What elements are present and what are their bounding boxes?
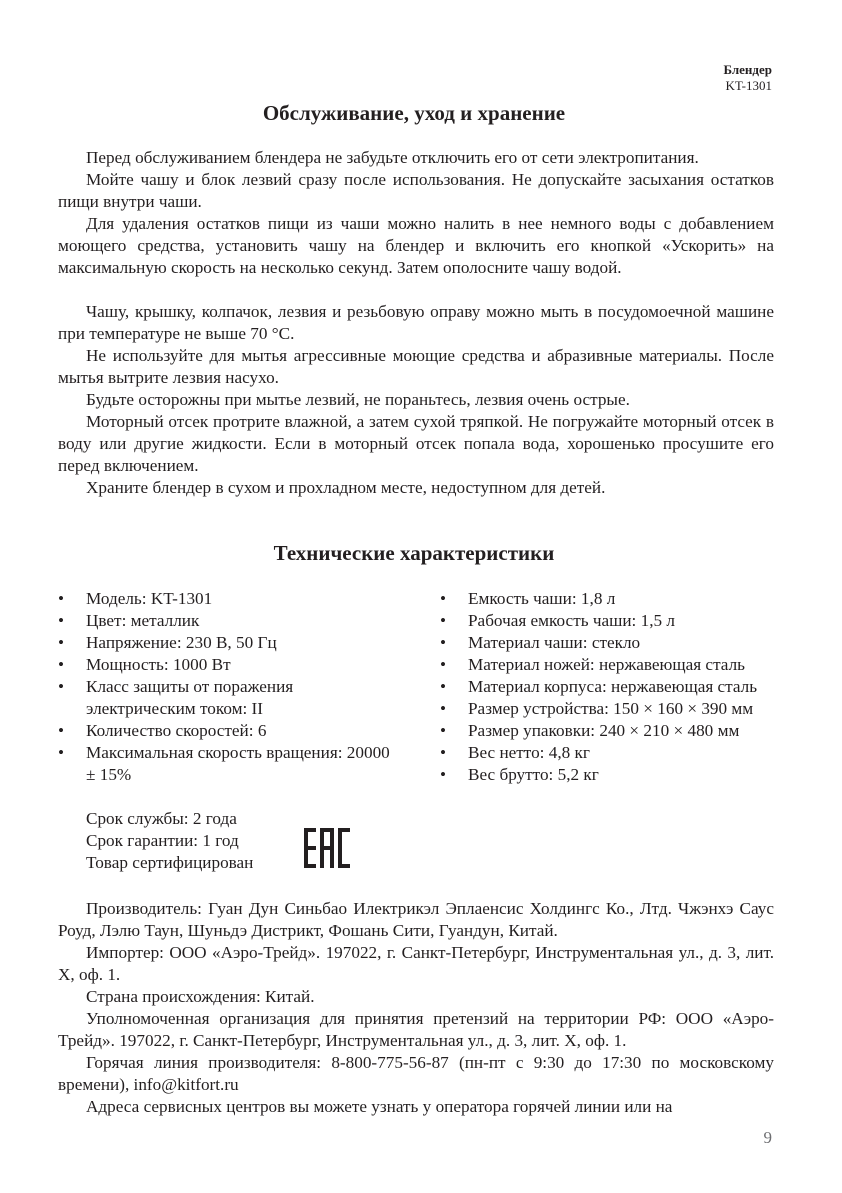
- care-paragraph: Мойте чашу и блок лезвий сразу после использования. Не допускайте засыхания остатков пищи внутри чаши.: [58, 170, 774, 211]
- contact-paragraph: Страна происхождения: Китай.: [86, 987, 315, 1006]
- care-paragraph: Перед обслуживанием блендера не забудьте отключить его от сети электропитания.: [86, 148, 699, 167]
- spec-item: • Вес нетто: 4,8 кг: [440, 742, 810, 764]
- spec-item: • Емкость чаши: 1,8 л: [440, 588, 810, 610]
- contact-paragraph: Горячая линия производителя: 8-800-775-56-87 (пн-пт с 9:30 до 17:30 по московскому времени), info@kitfort.ru: [58, 1053, 774, 1094]
- specs-list-left: [58, 588, 403, 786]
- spec-item: • Вес брутто: 5,2 кг: [440, 764, 810, 786]
- contact-paragraph: Импортер: ООО «Аэро-Трейд». 197022, г. Санкт-Петербург, Инструментальная ул., д. 3, лит. Х, оф. 1.: [58, 943, 774, 984]
- page-number: 9: [763, 1128, 772, 1147]
- spec-item: • Мощность: 1000 Вт: [58, 654, 403, 676]
- care-paragraph: Для удаления остатков пищи из чаши можно налить в нее немного воды с добавлением моющего средства, установить чашу на блендер и включить его кнопкой «Ускорить» на максимальную скорость на несколько секунд. Затем ополосните чашу водой.: [58, 214, 774, 277]
- contact-paragraph: Уполномоченная организация для принятия претензий на территории РФ: ООО «Аэро-Трейд». 197022, г. Санкт-Петербург, Инструментальная ул., д. 3, лит. Х, оф. 1.: [58, 1009, 774, 1050]
- spec-item: • Рабочая емкость чаши: 1,5 л: [440, 610, 810, 632]
- spec-item: • Материал корпуса: нержавеющая сталь: [440, 676, 810, 698]
- product-name: Блендер: [723, 62, 772, 77]
- spec-item: • Количество скоростей: 6: [58, 720, 403, 742]
- model-code: KT-1301: [725, 78, 772, 93]
- service-life: Срок службы: 2 года: [86, 809, 237, 828]
- spec-item: • Цвет: металлик: [58, 610, 403, 632]
- service-info: [86, 808, 253, 874]
- specs-list-right: [440, 588, 810, 786]
- spec-item: • Напряжение: 230 В, 50 Гц: [58, 632, 403, 654]
- care-section-title: Обслуживание, уход и хранение: [262, 101, 566, 125]
- certification-note: Товар сертифицирован: [86, 853, 254, 872]
- care-paragraph: Храните блендер в сухом и прохладном месте, недоступном для детей.: [86, 478, 606, 497]
- contact-paragraph: Производитель: Гуан Дун Синьбао Илектрикэл Эплаенсис Холдингс Ко., Лтд. Чжэнхэ Саус Роуд, Лэлю Таун, Шуньдэ Дистрикт, Фошань Сити, Гуандун, Китай.: [58, 899, 774, 940]
- care-paragraph: Чашу, крышку, колпачок, лезвия и резьбовую оправу можно мыть в посудомоечной машине при температуре не выше 70 °C.: [58, 302, 774, 343]
- care-paragraph: Моторный отсек протрите влажной, а затем сухой тряпкой. Не погружайте моторный отсек в воду или другие жидкости. Если в моторный отсек попала вода, хорошенько просушите его перед включением.: [58, 412, 774, 475]
- spec-item: • Размер упаковки: 240 × 210 × 480 мм: [440, 720, 810, 742]
- spec-item: • Класс защиты от поражения электрическим током: II: [58, 676, 403, 720]
- spec-item: • Материал ножей: нержавеющая сталь: [440, 654, 810, 676]
- warranty-period: Срок гарантии: 1 год: [86, 831, 239, 850]
- running-header: [723, 62, 772, 94]
- spec-item: • Максимальная скорость вращения: 20000 ± 15%: [58, 742, 403, 786]
- spec-item: • Модель: KT-1301: [58, 588, 403, 610]
- contact-paragraph: Адреса сервисных центров вы можете узнать у оператора горячей линии или на: [86, 1097, 673, 1116]
- care-paragraph: Будьте осторожны при мытье лезвий, не пораньтесь, лезвия очень острые.: [86, 390, 630, 409]
- care-paragraph: Не используйте для мытья агрессивные моющие средства и абразивные материалы. После мытья вытрите лезвия насухо.: [58, 346, 774, 387]
- specs-section-title: Технические характеристики: [273, 541, 555, 565]
- spec-item: • Материал чаши: стекло: [440, 632, 810, 654]
- spec-item: • Размер устройства: 150 × 160 × 390 мм: [440, 698, 810, 720]
- eac-mark-icon: [304, 828, 350, 868]
